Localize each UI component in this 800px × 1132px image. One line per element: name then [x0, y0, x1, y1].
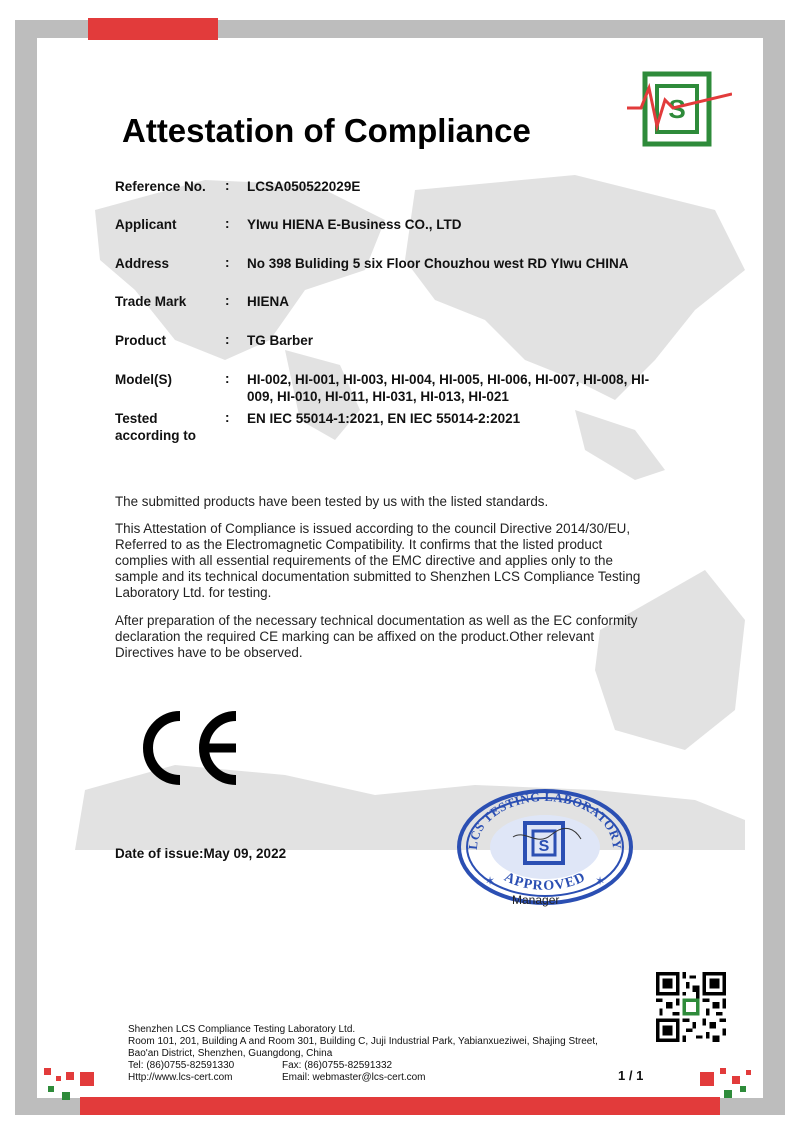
corner-square	[80, 1072, 94, 1086]
field-colon: :	[225, 371, 230, 386]
field-value: EN IEC 55014-1:2021, EN IEC 55014-2:2021	[247, 411, 521, 426]
field-value: TG Barber	[247, 333, 314, 348]
footer-address-line2: Bao'an District, Shenzhen, Guangdong, China	[128, 1048, 333, 1059]
stamp-bottom-text: APPROVED	[501, 869, 589, 894]
field-value: HI-002, HI-001, HI-003, HI-004, HI-005, HI-006, HI-007, HI-008, HI-009, HI-010, HI-011, HI-031, HI-013, HI-021	[247, 372, 650, 404]
field-colon: :	[225, 255, 230, 270]
svg-text:S: S	[538, 838, 550, 855]
footer-email: Email: webmaster@lcs-cert.com	[282, 1072, 426, 1083]
field-value: No 398 Buliding 5 six Floor Chouzhou west RD YIwu CHINA	[247, 256, 629, 271]
field-colon: :	[225, 410, 230, 425]
date-of-issue: Date of issue:May 09, 2022	[115, 846, 287, 861]
field-label: Tested according to	[115, 411, 197, 443]
corner-square	[732, 1076, 740, 1084]
footer-address-line1: Room 101, 201, Building A and Room 301, Building C, Juji Industrial Park, Yabianxueziwei, Shajing Street,	[128, 1036, 598, 1047]
top-accent-bar	[88, 18, 218, 40]
page-number: 1 / 1	[618, 1068, 644, 1083]
field-label: Model(S)	[115, 372, 172, 387]
approved-stamp-icon	[455, 785, 635, 905]
corner-square	[48, 1086, 54, 1092]
footer-fax: Fax: (86)0755-82591332	[282, 1060, 393, 1071]
svg-text:S: S	[668, 94, 686, 124]
footer-web: Http://www.lcs-cert.com	[128, 1072, 233, 1083]
field-label: Reference No.	[115, 179, 206, 194]
footer-tel: Tel: (86)0755-82591330	[128, 1060, 235, 1071]
paragraph-tested: The submitted products have been tested by us with the listed standards.	[115, 494, 549, 509]
corner-square	[720, 1068, 726, 1074]
bottom-accent-bar	[80, 1097, 720, 1115]
ce-mark-icon	[136, 708, 246, 788]
svg-text:✶: ✶	[485, 874, 496, 888]
svg-text:✶: ✶	[595, 874, 606, 888]
qr-code-icon	[656, 972, 726, 1042]
manager-label: Manager	[512, 893, 560, 907]
lcs-logo-icon	[627, 70, 732, 148]
corner-square	[700, 1072, 714, 1086]
corner-square	[62, 1092, 70, 1100]
paragraph-directive: This Attestation of Compliance is issued according to the council Directive 2014/30/EU, Referred to as the Electromagnetic Compatibility. It confirms that the listed product complies with all essential requirements of the EMC directive and applies only to the sample and its technical documentation submitted to Shenzhen LCS Compliance Testing Laboratory Ltd. for testing.	[115, 521, 641, 600]
corner-square	[66, 1072, 74, 1080]
field-label: Address	[115, 256, 170, 271]
corner-square	[724, 1090, 732, 1098]
corner-square	[44, 1068, 51, 1075]
paragraph-ce-marking: After preparation of the necessary technical documentation as well as the EC conformity declaration the required CE marking can be affixed on the product.Other relevant Directives have to be observed.	[115, 613, 638, 660]
corner-square	[746, 1070, 751, 1075]
document-title: Attestation of Compliance	[122, 112, 531, 149]
field-colon: :	[225, 178, 230, 193]
field-label: Product	[115, 333, 167, 348]
footer-contact	[128, 1024, 638, 1084]
stamp-top-text: LCS TESTING LABORATORY	[465, 789, 625, 851]
field-colon: :	[225, 332, 230, 347]
field-value: LCSA050522029E	[247, 179, 361, 194]
corner-square	[56, 1076, 61, 1081]
field-label: Applicant	[115, 217, 177, 232]
footer-company: Shenzhen LCS Compliance Testing Laboratory Ltd.	[128, 1024, 356, 1035]
field-colon: :	[225, 216, 230, 231]
field-colon: :	[225, 293, 230, 308]
field-label: Trade Mark	[115, 294, 187, 309]
corner-square	[740, 1086, 746, 1092]
field-value: YIwu HIENA E-Business CO., LTD	[247, 217, 462, 232]
field-value: HIENA	[247, 294, 290, 309]
